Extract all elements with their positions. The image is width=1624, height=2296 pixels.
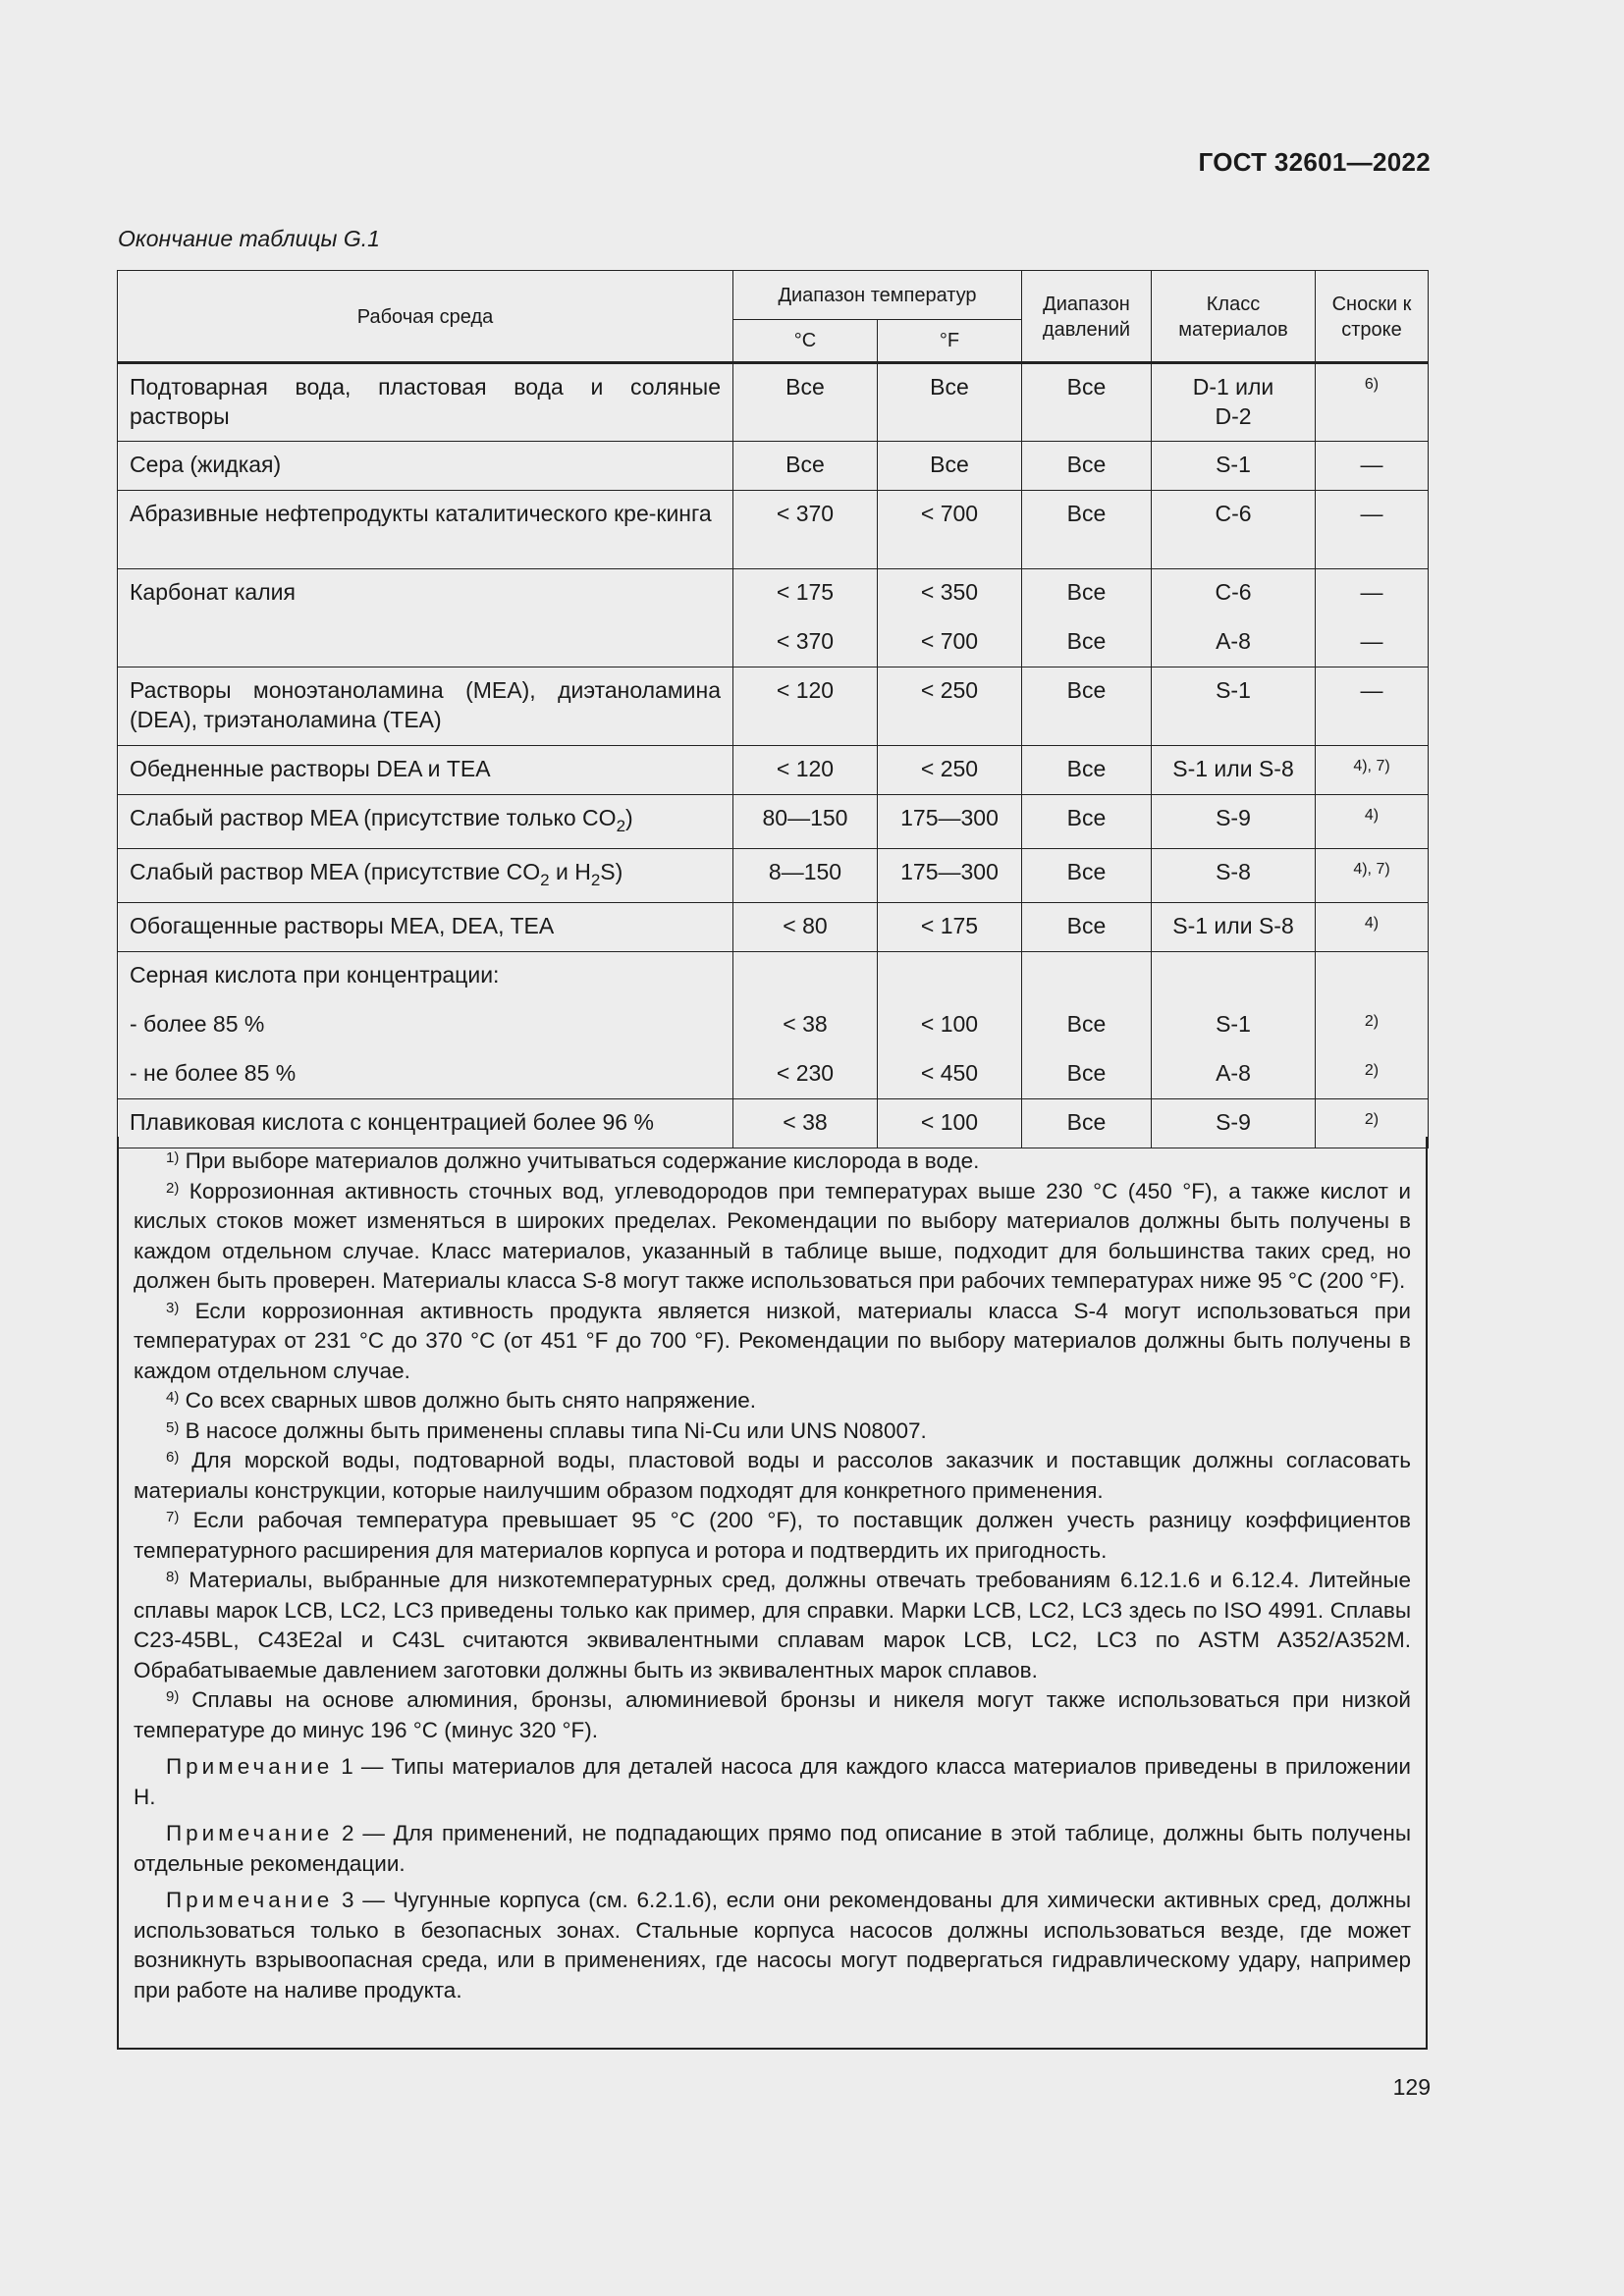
footnote-mark: 7) <box>166 1509 180 1525</box>
table-row <box>118 491 1429 569</box>
sub-value <box>1327 1058 1416 1088</box>
note <box>134 1819 1411 1879</box>
material-class-cell: S-1 или S-8 <box>1152 903 1316 952</box>
pressure-cell: Все <box>1022 1099 1152 1148</box>
subscript: 2 <box>590 871 601 889</box>
sub-value: Все <box>1066 1011 1107 1037</box>
medium-text: Слабый раствор MEA (присутствие только CO <box>130 805 617 830</box>
footnote <box>134 1506 1411 1566</box>
sub-value: < 700 <box>920 628 979 654</box>
medium-cell: Карбонат калия <box>118 569 733 667</box>
footnote-cell <box>1316 363 1429 442</box>
temp-c-cell: 80—150 <box>733 795 878 849</box>
material-class-cell: S-8 <box>1152 849 1316 903</box>
sub-value: < 100 <box>920 1011 979 1037</box>
sub-value: S-1 <box>1216 1011 1251 1037</box>
temp-f-cell: 175—300 <box>878 849 1022 903</box>
medium-text: ) <box>625 805 633 830</box>
sub-value: A-8 <box>1216 628 1251 654</box>
sub-value: C-6 <box>1215 579 1252 605</box>
table-row <box>118 667 1429 746</box>
temp-c-cell: < 120 <box>733 667 878 746</box>
table-row <box>118 952 1429 1099</box>
pressure-cell: Все <box>1022 491 1152 569</box>
footnote-cell <box>1316 569 1429 667</box>
sub-value: < 38 <box>783 1011 828 1037</box>
footnote-cell <box>1316 903 1429 952</box>
note-text: 3 — Чугунные корпуса (см. 6.2.1.6), если они рекомендованы для химически активных сред, должны использоваться только в безопасных зонах. Стальные корпуса насосов должны использоваться везде, где может возникнуть взрывоопасная среда, или в применениях, где насосы могут подвергаться гидравлическому удару, например при работе на наливе продукта. <box>134 1888 1411 2002</box>
temp-c-cell: Все <box>733 363 878 442</box>
footnote <box>134 1416 1411 1447</box>
temp-c-cell <box>733 569 878 667</box>
footnote <box>134 1147 1411 1177</box>
sub-value <box>1327 1009 1416 1039</box>
footnote-mark: 5) <box>166 1418 180 1436</box>
table-row <box>118 569 1429 667</box>
header-material-class: Класс материалов <box>1152 271 1316 363</box>
footnote-mark: 6) <box>166 1449 180 1466</box>
pressure-cell: Все <box>1022 849 1152 903</box>
footnote-text: Если рабочая температура превышает 95 °C (200 °F), то поставщик должен учесть разницу коэффициентов температурного расширения для материалов корпуса и ротора и подтвердить их пригодность. <box>134 1508 1411 1563</box>
note <box>134 1886 1411 2005</box>
sub-value: — <box>1360 628 1383 654</box>
medium-cell <box>118 952 733 1099</box>
footnote <box>134 1177 1411 1297</box>
header-temp-range: Диапазон температур <box>733 271 1022 320</box>
sub-value: Все <box>1066 579 1107 605</box>
footnote-ref: 2) <box>1364 1013 1380 1030</box>
subscript: 2 <box>540 871 550 889</box>
footnote-text: Сплавы на основе алюминия, бронзы, алюминиевой бронзы и никеля могут также использоваться при низкой температуре до минус 196 °C (минус 320 °F). <box>134 1687 1411 1742</box>
material-class-cell: C-6 <box>1152 491 1316 569</box>
temp-f-cell: < 175 <box>878 903 1022 952</box>
pressure-cell: Все <box>1022 363 1152 442</box>
medium-text: Серная кислота при концентрации: <box>130 962 500 988</box>
table-row <box>118 442 1429 491</box>
medium-text: и H <box>549 859 591 884</box>
footnote-cell: — <box>1316 667 1429 746</box>
footnote-cell <box>1316 849 1429 903</box>
pressure-cell: Все <box>1022 746 1152 795</box>
sub-value: < 450 <box>920 1060 979 1086</box>
footnote-ref: 4), 7) <box>1353 758 1390 774</box>
footnote-text: При выборе материалов должно учитываться содержание кислорода в воде. <box>179 1148 980 1173</box>
footnote <box>134 1566 1411 1685</box>
footnotes-and-notes <box>117 1137 1428 2050</box>
note-label: Примечание <box>166 1888 334 1912</box>
medium-cell: Обогащенные растворы MEA, DEA, TEA <box>118 903 733 952</box>
footnote-cell <box>1316 795 1429 849</box>
footnote-mark: 3) <box>166 1299 180 1316</box>
sub-label: - не более 85 % <box>130 1060 297 1086</box>
pressure-cell <box>1022 569 1152 667</box>
header-temp-c: °C <box>733 320 878 363</box>
temp-c-cell <box>733 952 878 1099</box>
table-row <box>118 849 1429 903</box>
medium-text: S) <box>600 859 623 884</box>
medium-cell <box>118 849 733 903</box>
footnote-text: Материалы, выбранные для низкотемпературных сред, должны отвечать требованиям 6.12.1.6 и 6.12.4. Литейные сплавы марок LCB, LC2, LC3 приведены только как пример, для справки. Марки LCB, LC2, LC3 здесь по ISO 4991. Сплавы C23-45BL, C43E2al и C43L считаются эквивалентными сплавам марок LCB, LC2, LC3 по ASTM A352/A352M. Обрабатываемые давлением заготовки должны быть из эквивалентных марок сплавов. <box>134 1568 1411 1682</box>
header-footnotes: Сноски к строке <box>1316 271 1429 363</box>
footnote-mark: 8) <box>166 1569 180 1585</box>
temp-f-cell: < 250 <box>878 667 1022 746</box>
medium-cell: Подтоварная вода, пластовая вода и соляные растворы <box>118 363 733 442</box>
pressure-cell <box>1022 952 1152 1099</box>
sub-value: A-8 <box>1216 1060 1251 1086</box>
temp-f-cell: Все <box>878 363 1022 442</box>
footnote-ref: 4), 7) <box>1353 861 1390 878</box>
temp-c-cell: Все <box>733 442 878 491</box>
medium-cell: Растворы моноэтаноламина (MEA), диэтаноламина (DEA), триэтаноламина (TEA) <box>118 667 733 746</box>
sub-value: < 230 <box>776 1060 835 1086</box>
header-temp-f: °F <box>878 320 1022 363</box>
temp-f-cell: < 250 <box>878 746 1022 795</box>
note-text: 1 — Типы материалов для деталей насоса для каждого класса материалов приведены в приложении H. <box>134 1754 1411 1809</box>
note-label: Примечание <box>166 1754 334 1779</box>
temp-f-cell: 175—300 <box>878 795 1022 849</box>
note <box>134 1752 1411 1812</box>
header-medium: Рабочая среда <box>118 271 733 363</box>
medium-text: Слабый раствор MEA (присутствие CO <box>130 859 541 884</box>
footnote-cell: — <box>1316 442 1429 491</box>
materials-table <box>117 270 1429 1148</box>
table-row <box>118 746 1429 795</box>
footnote-ref: 6) <box>1364 376 1380 393</box>
material-class-cell: S-9 <box>1152 1099 1316 1148</box>
note-text: 2 — Для применений, не подпадающих прямо под описание в этой таблице, должны быть получены отдельные рекомендации. <box>134 1821 1411 1876</box>
sub-value: Все <box>1066 628 1107 654</box>
material-class-cell: S-1 <box>1152 667 1316 746</box>
temp-f-cell: < 100 <box>878 1099 1022 1148</box>
footnote <box>134 1446 1411 1506</box>
table-row <box>118 363 1429 442</box>
table-row <box>118 903 1429 952</box>
table-caption: Окончание таблицы G.1 <box>118 226 380 251</box>
temp-c-cell: < 120 <box>733 746 878 795</box>
sub-label: - более 85 % <box>130 1011 265 1037</box>
header-pressure: Диапазон давлений <box>1022 271 1152 363</box>
material-class-cell: S-1 <box>1152 442 1316 491</box>
sub-value: < 175 <box>776 579 835 605</box>
note-label: Примечание <box>166 1821 334 1845</box>
medium-cell: Обедненные растворы DEA и TEA <box>118 746 733 795</box>
footnote-text: Для морской воды, подтоварной воды, пластовой воды и рассолов заказчик и поставщик должны согласовать материалы конструкции, которые наилучшим образом подходят для конкретного применения. <box>134 1448 1411 1503</box>
temp-f-cell <box>878 952 1022 1099</box>
table-header-row <box>118 271 1429 320</box>
subscript: 2 <box>616 817 626 835</box>
sub-value: — <box>1360 579 1383 605</box>
sub-value: < 370 <box>776 628 835 654</box>
footnote-text: В насосе должны быть применены сплавы типа Ni-Cu или UNS N08007. <box>179 1417 927 1443</box>
pressure-cell: Все <box>1022 667 1152 746</box>
medium-cell: Абразивные нефтепродукты каталитического кре-кинга <box>118 491 733 569</box>
footnote-mark: 9) <box>166 1688 180 1705</box>
material-class-cell <box>1152 569 1316 667</box>
footnote <box>134 1297 1411 1387</box>
footnote-ref: 2) <box>1364 1062 1380 1079</box>
footnote <box>134 1386 1411 1416</box>
footnote-ref: 4) <box>1364 807 1380 824</box>
temp-f-cell: Все <box>878 442 1022 491</box>
temp-f-cell <box>878 569 1022 667</box>
material-class-cell: D-1 или D-2 <box>1152 363 1316 442</box>
temp-c-cell: 8—150 <box>733 849 878 903</box>
footnote-mark: 1) <box>166 1149 180 1166</box>
material-class-cell: S-1 или S-8 <box>1152 746 1316 795</box>
medium-cell <box>118 795 733 849</box>
sub-value: Все <box>1066 1060 1107 1086</box>
table-row <box>118 795 1429 849</box>
footnote-ref: 2) <box>1364 1111 1380 1128</box>
footnote-mark: 4) <box>166 1389 180 1406</box>
footnote <box>134 1685 1411 1745</box>
pressure-cell: Все <box>1022 795 1152 849</box>
medium-cell: Плавиковая кислота с концентрацией более 96 % <box>118 1099 733 1148</box>
temp-c-cell: < 370 <box>733 491 878 569</box>
footnote-text: Если коррозионная активность продукта является низкой, материалы класса S-4 могут использоваться при температурах от 231 °C до 370 °C (от 451 °F до 700 °F). Рекомендации по выбору материалов должны быть получены в каждом отдельном случае. <box>134 1298 1411 1383</box>
pressure-cell: Все <box>1022 442 1152 491</box>
temp-c-cell: < 38 <box>733 1099 878 1148</box>
footnote-cell: — <box>1316 491 1429 569</box>
footnote-text: Коррозионная активность сточных вод, углеводородов при температурах выше 230 °C (450 °F), а также кислот и кислых стоков может изменяться в широких пределах. Рекомендации по выбору материалов должны быть получены в каждом отдельном случае. Класс материалов, указанный в таблице выше, подходит для большинства таких сред, но должен быть проверен. Материалы класса S-8 могут также использоваться при рабочих температурах ниже 95 °C (200 °F). <box>134 1178 1411 1293</box>
temp-f-cell: < 700 <box>878 491 1022 569</box>
page-number: 129 <box>1392 2074 1431 2100</box>
material-class-cell: S-9 <box>1152 795 1316 849</box>
temp-c-cell: < 80 <box>733 903 878 952</box>
sub-value: < 350 <box>920 579 979 605</box>
footnote-ref: 4) <box>1364 915 1380 932</box>
material-class-cell <box>1152 952 1316 1099</box>
footnote-cell <box>1316 952 1429 1099</box>
pressure-cell: Все <box>1022 903 1152 952</box>
footnote-text: Со всех сварных швов должно быть снято напряжение. <box>179 1388 757 1413</box>
footnote-cell <box>1316 746 1429 795</box>
document-number: ГОСТ 32601—2022 <box>1198 147 1431 177</box>
footnote-mark: 2) <box>166 1179 180 1197</box>
medium-cell: Сера (жидкая) <box>118 442 733 491</box>
